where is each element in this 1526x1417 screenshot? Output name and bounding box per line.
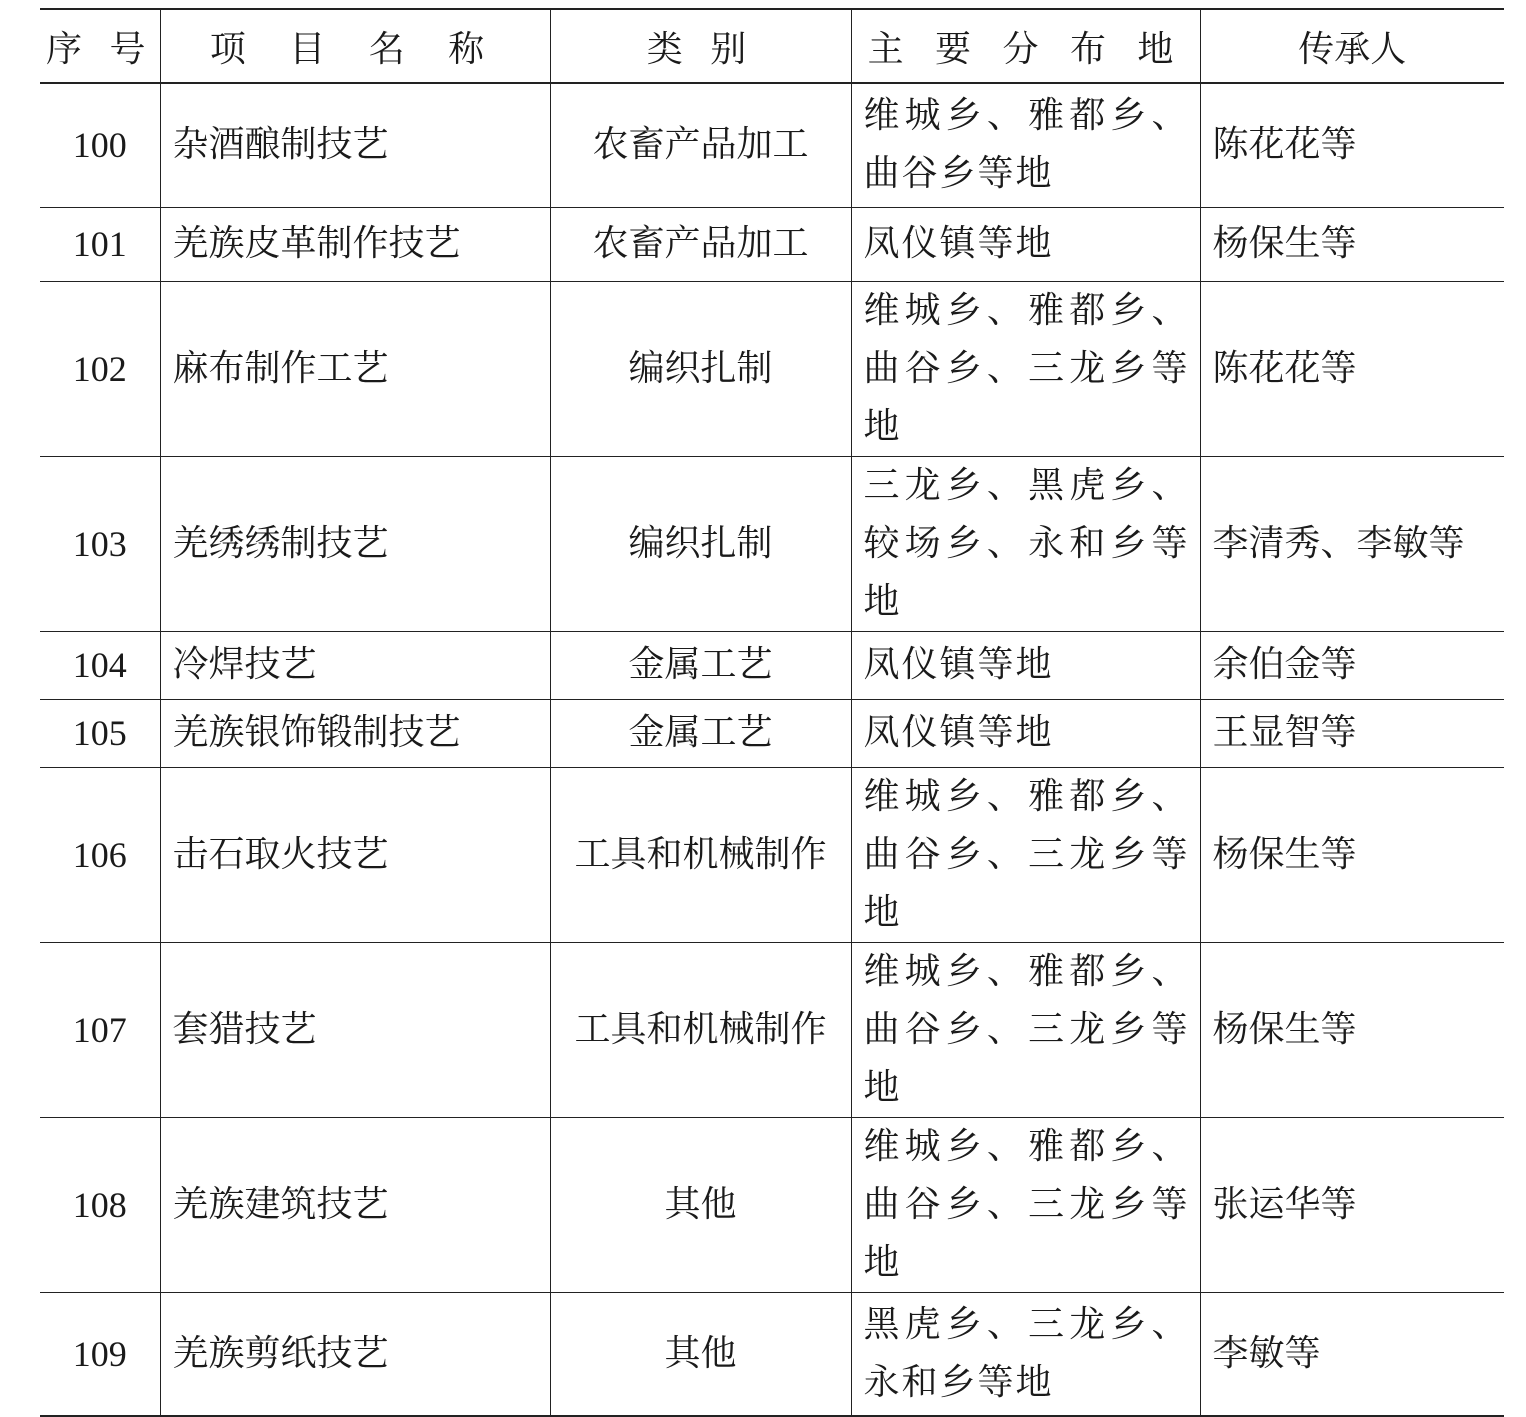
distribution-area: 维城乡、雅都乡、曲谷乡、三龙乡等地 <box>851 942 1200 1117</box>
heritage-table <box>40 8 1504 1417</box>
category: 农畜产品加工 <box>550 83 851 207</box>
category: 编织扎制 <box>550 281 851 456</box>
distribution-area: 黑虎乡、三龙乡、永和乡等地 <box>851 1292 1200 1416</box>
category: 编织扎制 <box>550 456 851 631</box>
inheritor: 张运华等 <box>1200 1117 1504 1292</box>
distribution-area: 维城乡、雅都乡、曲谷乡、三龙乡等地 <box>851 767 1200 942</box>
project-name: 羌族剪纸技艺 <box>160 1292 550 1416</box>
row-number: 109 <box>40 1292 160 1416</box>
header-category: 类 别 <box>550 9 851 83</box>
header-area: 主 要 分 布 地 <box>851 9 1200 83</box>
project-name: 羌族建筑技艺 <box>160 1117 550 1292</box>
category: 金属工艺 <box>550 631 851 699</box>
category: 其他 <box>550 1117 851 1292</box>
project-name: 羌绣绣制技艺 <box>160 456 550 631</box>
project-name: 冷焊技艺 <box>160 631 550 699</box>
inheritor: 杨保生等 <box>1200 207 1504 281</box>
project-name: 麻布制作工艺 <box>160 281 550 456</box>
row-number: 100 <box>40 83 160 207</box>
row-number: 103 <box>40 456 160 631</box>
table-row <box>40 207 1504 281</box>
category: 金属工艺 <box>550 699 851 767</box>
inheritor: 陈花花等 <box>1200 83 1504 207</box>
inheritor: 陈花花等 <box>1200 281 1504 456</box>
row-number: 104 <box>40 631 160 699</box>
distribution-area: 凤仪镇等地 <box>851 207 1200 281</box>
category: 工具和机械制作 <box>550 767 851 942</box>
row-number: 102 <box>40 281 160 456</box>
table-header <box>40 9 1504 83</box>
category: 其他 <box>550 1292 851 1416</box>
row-number: 108 <box>40 1117 160 1292</box>
inheritor: 杨保生等 <box>1200 767 1504 942</box>
table-row <box>40 456 1504 631</box>
row-number: 101 <box>40 207 160 281</box>
project-name: 击石取火技艺 <box>160 767 550 942</box>
row-number: 106 <box>40 767 160 942</box>
table-row <box>40 281 1504 456</box>
table-row <box>40 767 1504 942</box>
category: 工具和机械制作 <box>550 942 851 1117</box>
inheritor: 余伯金等 <box>1200 631 1504 699</box>
table-row <box>40 942 1504 1117</box>
project-name: 羌族皮革制作技艺 <box>160 207 550 281</box>
distribution-area: 维城乡、雅都乡、曲谷乡、三龙乡等地 <box>851 1117 1200 1292</box>
distribution-area: 维城乡、雅都乡、曲谷乡、三龙乡等地 <box>851 281 1200 456</box>
category: 农畜产品加工 <box>550 207 851 281</box>
header-heir: 传承人 <box>1200 9 1504 83</box>
distribution-area: 凤仪镇等地 <box>851 631 1200 699</box>
header-no: 序 号 <box>40 9 160 83</box>
table-body <box>40 83 1504 1416</box>
table-row <box>40 83 1504 207</box>
header-row <box>40 9 1504 83</box>
project-name: 套猎技艺 <box>160 942 550 1117</box>
inheritor: 李清秀、李敏等 <box>1200 456 1504 631</box>
table-row <box>40 699 1504 767</box>
inheritor: 杨保生等 <box>1200 942 1504 1117</box>
table-row <box>40 1292 1504 1416</box>
row-number: 107 <box>40 942 160 1117</box>
table-row <box>40 1117 1504 1292</box>
row-number: 105 <box>40 699 160 767</box>
distribution-area: 三龙乡、黑虎乡、较场乡、永和乡等地 <box>851 456 1200 631</box>
project-name: 杂酒酿制技艺 <box>160 83 550 207</box>
header-name: 项 目 名 称 <box>160 9 550 83</box>
inheritor: 王显智等 <box>1200 699 1504 767</box>
distribution-area: 维城乡、雅都乡、曲谷乡等地 <box>851 83 1200 207</box>
table-row <box>40 631 1504 699</box>
distribution-area: 凤仪镇等地 <box>851 699 1200 767</box>
inheritor: 李敏等 <box>1200 1292 1504 1416</box>
project-name: 羌族银饰锻制技艺 <box>160 699 550 767</box>
